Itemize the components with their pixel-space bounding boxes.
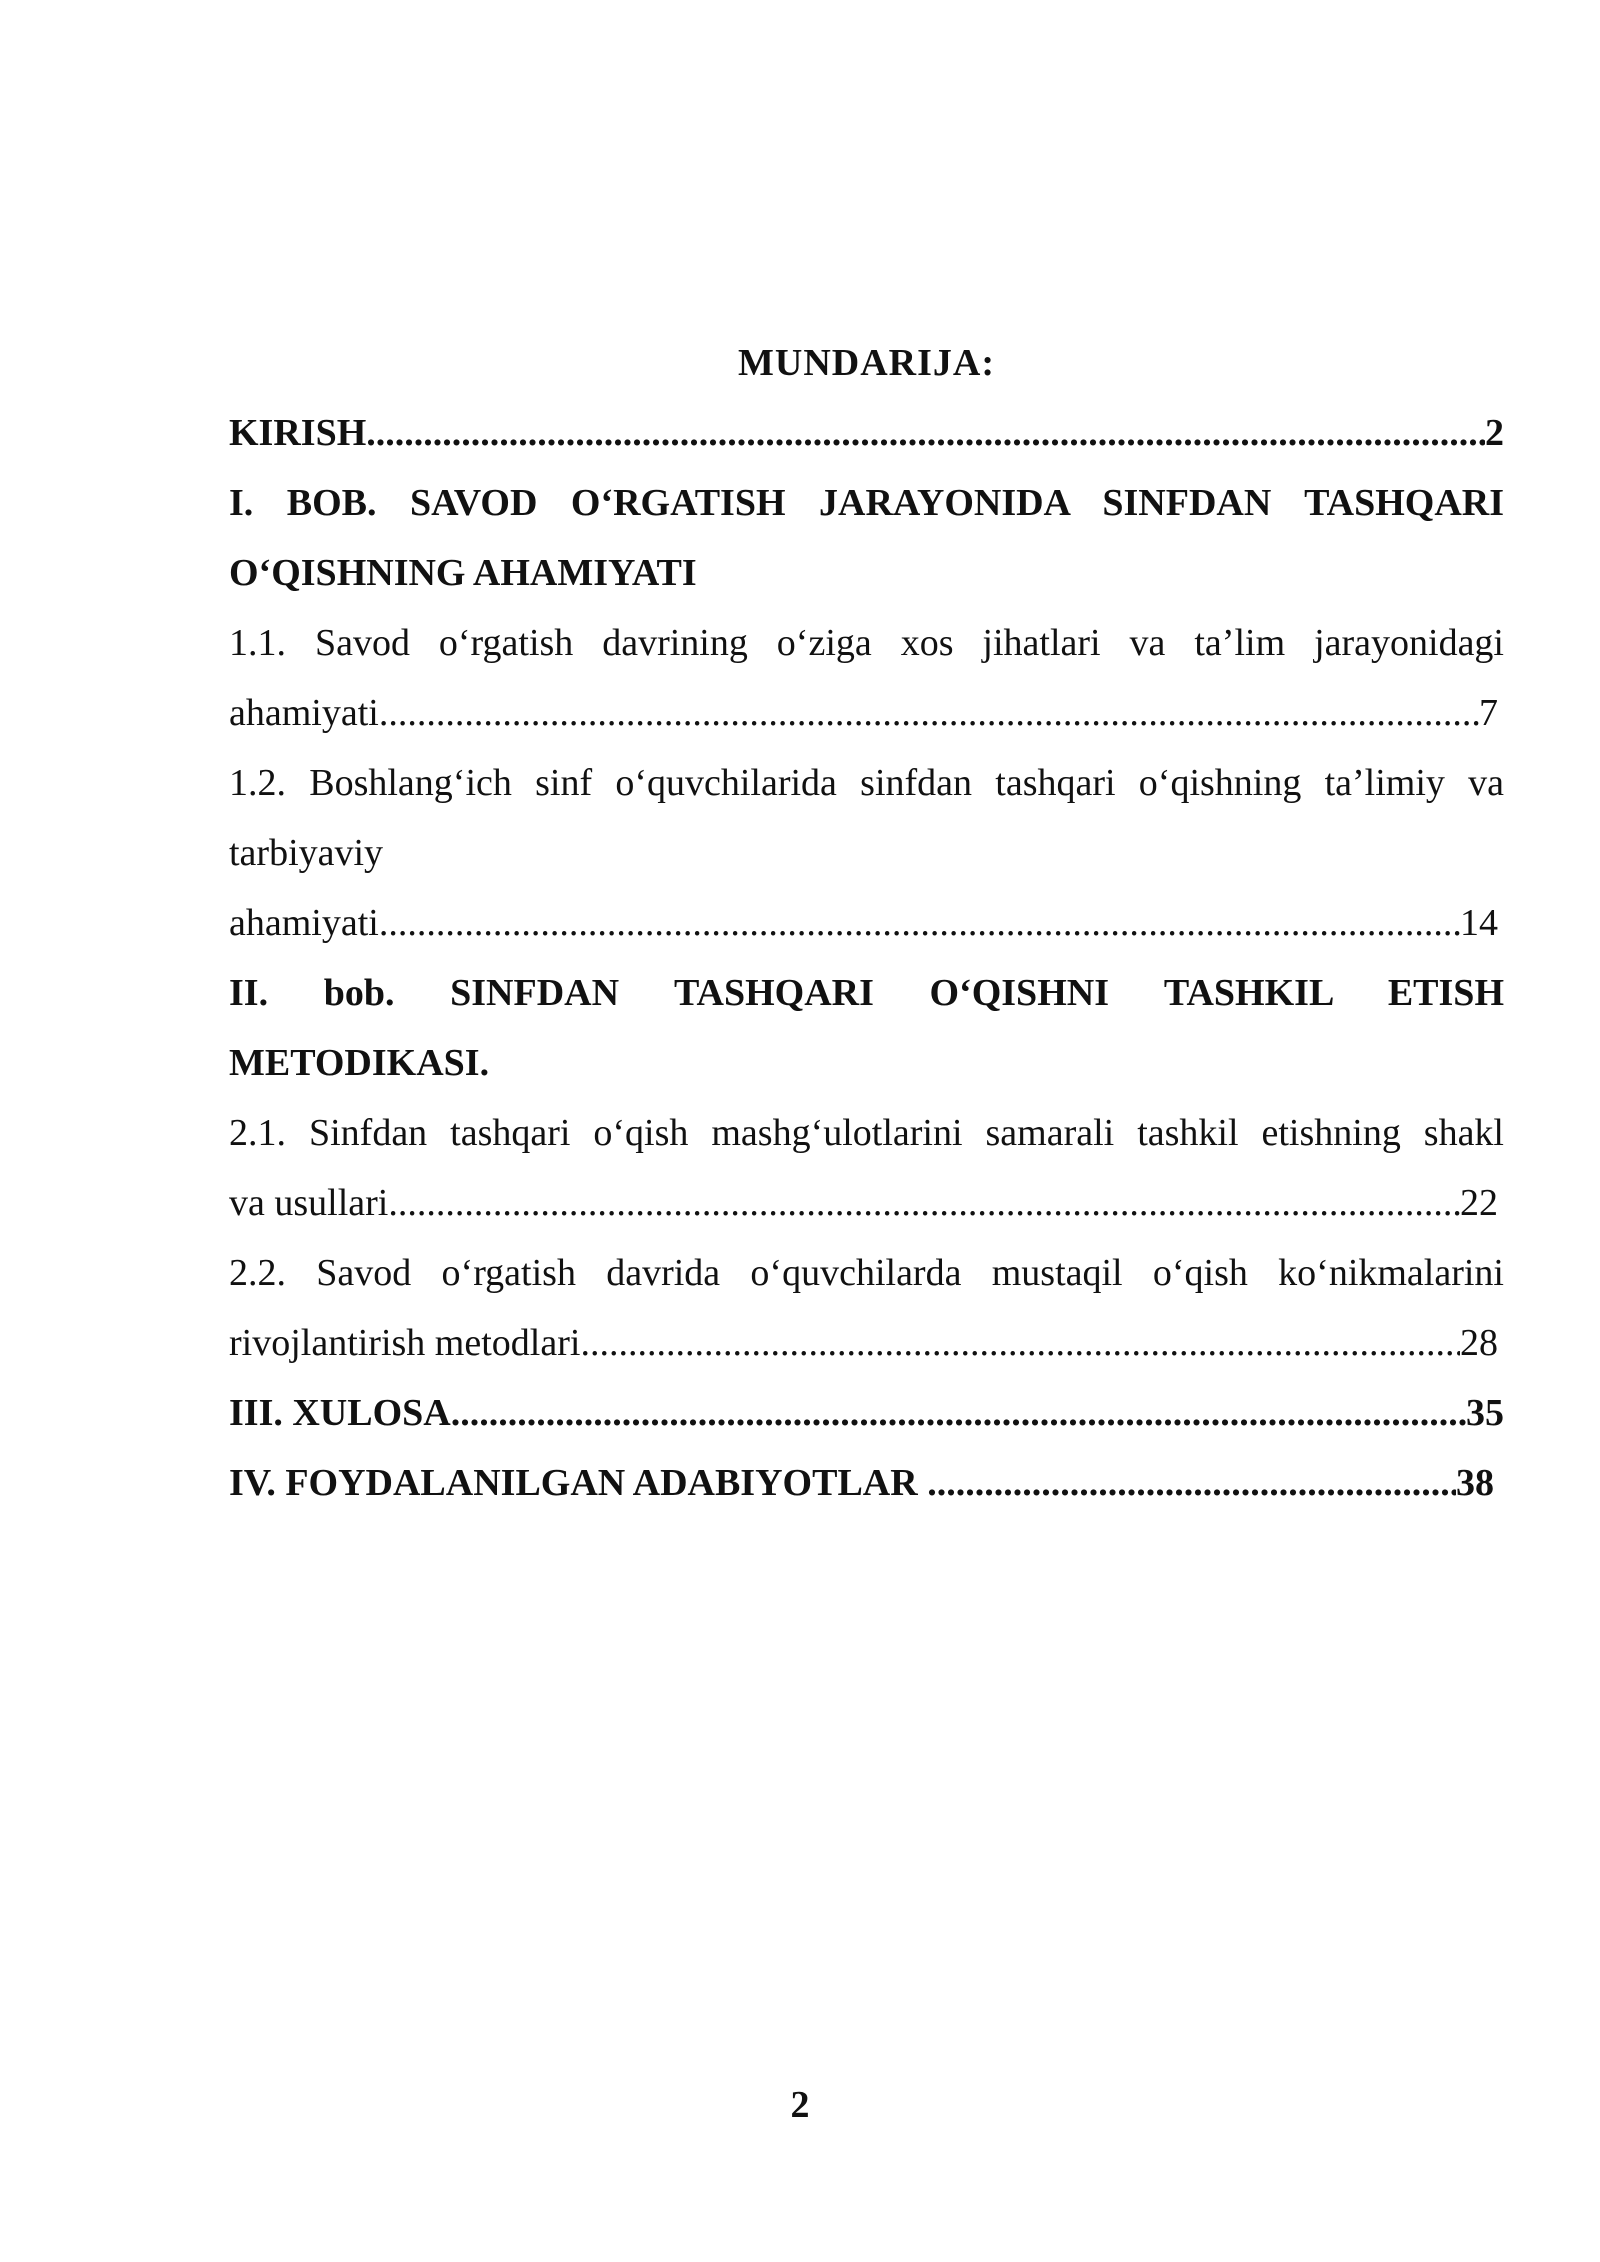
dot-leader [451,1378,1466,1448]
toc-section-1-2-line1: 1.2. Boshlang‘ich sinf o‘quvchilarida sinfdan tashqari o‘qishning ta’limiy va [229,762,1504,804]
toc-chapter-2-line2: METODIKASI. [229,1042,490,1084]
table-of-contents [229,328,1504,1518]
toc-section-2-2-line2 [229,1308,1504,1378]
toc-entry-label: ahamiyati [229,692,379,734]
toc-section-1-1-line1: 1.1. Savod o‘rgatish davrining o‘ziga xos jihatlari va ta’lim jarayonidagi [229,622,1504,664]
toc-chapter-2-line1: II. bob. SINFDAN TASHQARI O‘QISHNI TASHKIL ETISH [229,972,1504,1014]
toc-chapter-1-line2: O‘QISHNING AHAMIYATI [229,552,697,594]
toc-entry-label: rivojlantirish metodlari [229,1322,581,1364]
dot-leader [388,1168,1460,1238]
toc-section-2-1-line2 [229,1168,1504,1238]
toc-page-number: 14 [1460,902,1498,944]
toc-page-number: 2 [1485,412,1504,454]
toc-entry-kirish [229,398,1504,468]
toc-page-number: 28 [1460,1322,1498,1364]
toc-page-number: 38 [1456,1462,1494,1504]
dot-leader [379,888,1460,958]
toc-entry-label: IV. FOYDALANILGAN ADABIYOTLAR [229,1462,928,1504]
toc-chapter-1-line1: I. BOB. SAVOD O‘RGATISH JARAYONIDA SINFDAN TASHQARI [229,482,1504,524]
toc-section-1-2-line3 [229,888,1504,958]
toc-entry-xulosa [229,1378,1504,1448]
toc-entry-label: KIRISH [229,412,367,454]
toc-title: MUNDARIJA: [738,342,995,384]
toc-page-number: 35 [1466,1392,1504,1434]
toc-entry-label: ahamiyati [229,902,379,944]
dot-leader [580,1308,1460,1378]
dot-leader [379,678,1479,748]
toc-section-2-2-line1: 2.2. Savod o‘rgatish davrida o‘quvchilarda mustaqil o‘qish ko‘nikmalarini [229,1252,1504,1294]
dot-leader [927,1448,1456,1518]
toc-entry-label: III. XULOSA [229,1392,451,1434]
toc-section-1-2-line2: tarbiyaviy [229,832,384,874]
toc-page-number: 22 [1460,1182,1498,1224]
toc-entry-adabiyotlar [229,1448,1504,1518]
toc-section-2-1-line1: 2.1. Sinfdan tashqari o‘qish mashg‘ulotlarini samarali tashkil etishning shakl [229,1112,1504,1154]
page-number: 2 [790,2084,810,2126]
toc-page-number: 7 [1479,692,1498,734]
dot-leader [366,398,1485,468]
toc-section-1-1-line2 [229,678,1504,748]
toc-entry-label: va usullari [229,1182,389,1224]
